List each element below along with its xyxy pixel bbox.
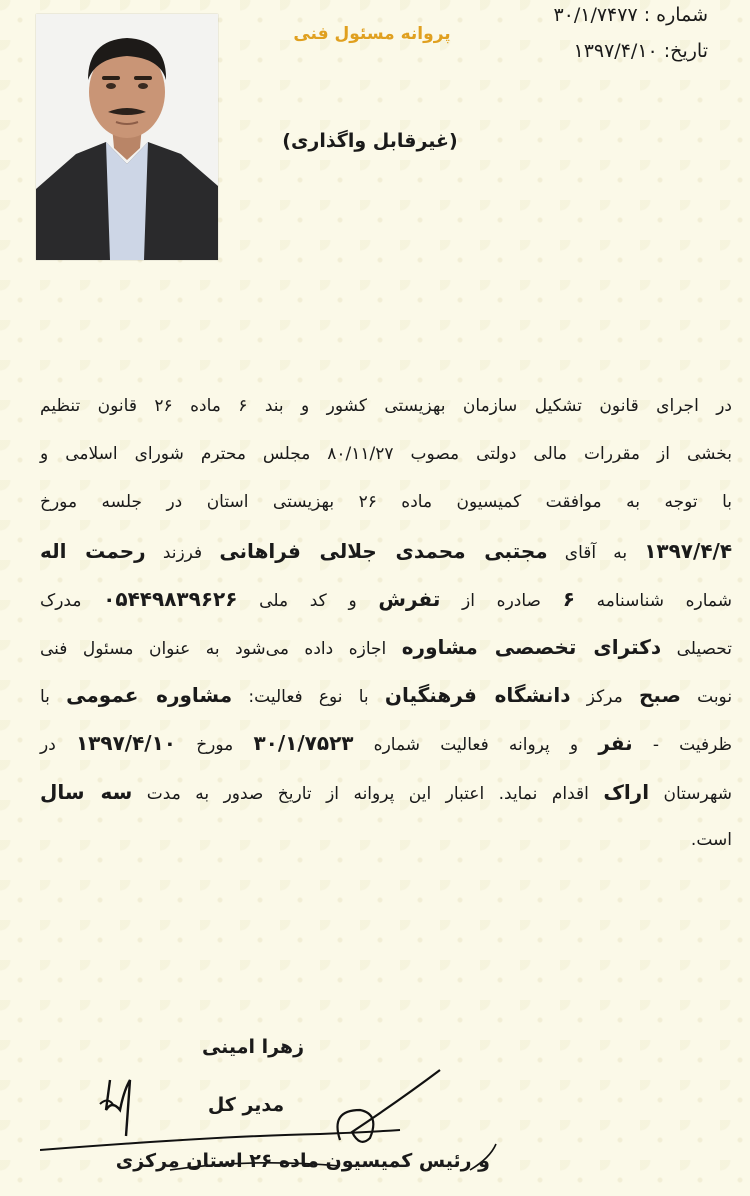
holder-name: مجتبی محمدی جلالی فراهانی xyxy=(219,538,548,563)
body-text: شماره شناسنامه xyxy=(596,590,733,611)
permit-number: ۳۰/۱/۷۵۲۳ xyxy=(253,731,354,756)
body-text: مدرک xyxy=(40,590,82,611)
person-photo-icon xyxy=(36,14,218,260)
body-line-9 xyxy=(40,768,732,816)
body-line-2 xyxy=(40,430,732,478)
body-text: است. xyxy=(690,829,732,850)
body-text: بخشی از مقررات مالی دولتی مصوب ۸۰/۱۱/۲۷ مجلس محترم شورای اسلامی و xyxy=(40,444,732,465)
body-text: با xyxy=(40,687,50,708)
session-date: ۱۳۹۷/۴/۴ xyxy=(644,538,733,563)
signatory-name: زهرا امینی xyxy=(201,1036,305,1058)
body-line-8 xyxy=(40,719,732,767)
license-title: پروانه مسئول فنی xyxy=(293,24,451,44)
body-text: مورخ xyxy=(196,735,234,756)
capacity: نفر xyxy=(598,731,633,756)
father-name: رحمت اله xyxy=(40,538,146,563)
body-text: نوبت xyxy=(697,687,733,708)
signatory-committee: و رئیس کمیسیون ماده ۲۶ استان مرکزی xyxy=(115,1150,490,1172)
body-line-4 xyxy=(40,527,732,575)
body-text: با توجه به موافقت کمیسیون ماده ۲۶ بهزیستی استان در جلسه مورخ xyxy=(40,492,732,513)
city: اراک xyxy=(603,779,650,804)
body-text: و پروانه فعالیت شماره xyxy=(373,735,579,756)
person-photo xyxy=(36,14,218,260)
body-line-10 xyxy=(40,816,732,864)
permit-date: ۱۳۹۷/۴/۱۰ xyxy=(75,731,177,756)
body-text: صادره از xyxy=(462,590,541,611)
issue-place: تفرش xyxy=(378,586,441,611)
body-text: فرزند xyxy=(162,542,203,563)
body-text: مرکز xyxy=(586,687,623,708)
body-text: در xyxy=(40,735,56,756)
number-label: شماره : xyxy=(643,4,708,26)
document-number xyxy=(553,4,708,26)
body-text: با نوع فعالیت: xyxy=(248,687,369,708)
body-text: اجازه داده می‌شود به عنوان مسئول فنی xyxy=(40,638,387,659)
shift: صبح xyxy=(638,683,681,708)
date-value: ۱۳۹۷/۴/۱۰ xyxy=(573,40,658,62)
body-line-6 xyxy=(40,623,732,671)
activity-type: مشاوره عمومی xyxy=(66,683,233,708)
license-body xyxy=(40,382,732,864)
body-text: ظرفیت - xyxy=(652,735,733,756)
validity-duration: سه سال xyxy=(40,779,133,804)
body-text: اقدام نماید. اعتبار این پروانه از تاریخ صدور به مدت xyxy=(146,783,589,804)
national-code: ۰۵۴۴۹۸۳۹۶۲۶ xyxy=(103,586,238,611)
number-value: ۳۰/۱/۷۴۷۷ xyxy=(553,4,638,26)
body-line-7 xyxy=(40,671,732,719)
handwritten-signature xyxy=(40,1040,500,1196)
center-name: دانشگاه فرهنگیان xyxy=(384,683,571,708)
body-line-5 xyxy=(40,575,732,623)
document-date xyxy=(573,40,708,62)
signatory-role: مدیر کل xyxy=(207,1094,285,1116)
body-line-3 xyxy=(40,478,732,526)
degree: دکترای تخصصی مشاوره xyxy=(401,634,662,659)
date-label: تاریخ: xyxy=(663,40,708,62)
body-text: تحصیلی xyxy=(676,638,732,659)
id-number: ۶ xyxy=(562,586,575,611)
body-text: به آقای xyxy=(564,542,628,563)
non-transferable-label: (غیرقابل واگذاری) xyxy=(282,130,458,152)
body-text: شهرستان xyxy=(663,783,732,804)
body-text: در اجرای قانون تشکیل سازمان بهزیستی کشور و بند ۶ ماده ۲۶ قانون تنظیم xyxy=(40,396,732,416)
body-line-1 xyxy=(40,382,732,430)
body-text: و کد ملی xyxy=(259,590,357,611)
